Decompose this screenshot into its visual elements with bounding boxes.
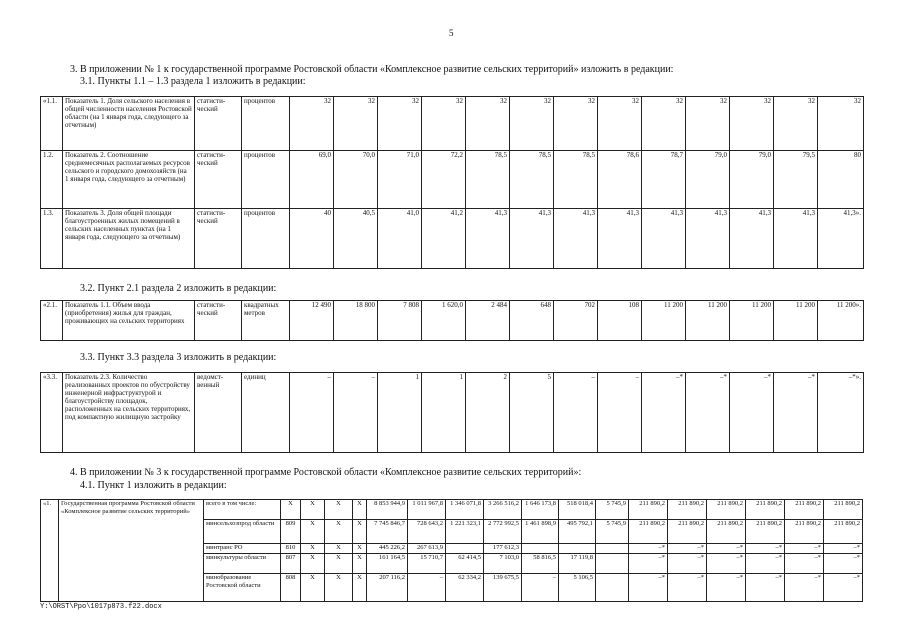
indicator-name: Показатель 2.3. Количество реализованных проектов по обустройству инженерной инфраструктурой и благоустройству площадок, расположенных на сельских территориях, под компактную жилищную застройку [63, 373, 195, 453]
funding-value-cell: 58 816,5 [522, 554, 559, 574]
row-number: «3.3. [41, 373, 63, 453]
value-cell: 1 620,0 [422, 301, 466, 341]
csr-code: X [325, 574, 353, 602]
indicator-name: Показатель 1. Доля сельского населения в общей численности населения Ростовской области (на 1 января года, следующего за отчетным) [63, 97, 195, 151]
section-3-heading: 3. В приложении № 1 к государственной программе Ростовской области «Комплексное развитие сельских территорий» изложить в редакции: [70, 64, 674, 75]
value-cell: 40 [290, 209, 334, 269]
funding-value-cell: 1 646 173,8 [522, 500, 559, 520]
indicator-name: Показатель 1.1. Объем ввода (приобретения) жилья для граждан, проживающих на сельских территориях [63, 301, 195, 341]
value-cell: 69,0 [290, 151, 334, 209]
funding-value-cell: 15 710,7 [408, 554, 446, 574]
indicator-type: статисти-ческий [195, 301, 242, 341]
value-cell: – [290, 373, 334, 453]
value-cell: 78,5 [554, 151, 598, 209]
value-cell: 11 200 [730, 301, 774, 341]
funding-value-cell: 518 018,4 [559, 500, 596, 520]
value-cell: 11 200 [774, 301, 818, 341]
funding-value-cell: –* [668, 574, 707, 602]
indicator-type: статисти-ческий [195, 151, 242, 209]
grbs-code: 810 [281, 544, 301, 554]
section-4-1-heading: 4.1. Пункт 1 изложить в редакции: [80, 480, 227, 491]
funding-value-cell: –* [824, 574, 863, 602]
value-cell: 72,2 [422, 151, 466, 209]
funding-value-cell: 17 119,8 [559, 554, 596, 574]
indicators-table-1 [40, 96, 864, 269]
funding-value-cell [559, 544, 596, 554]
value-cell: 78,7 [642, 151, 686, 209]
vr-code: X [353, 554, 367, 574]
value-cell: 32 [730, 97, 774, 151]
funding-value-cell: 211 890,2 [707, 500, 746, 520]
value-cell: 32 [598, 97, 642, 151]
value-cell: –* [642, 373, 686, 453]
rzpr-code: X [301, 520, 325, 544]
value-cell: 70,0 [334, 151, 378, 209]
executor-name: минтранс РО [204, 544, 281, 554]
funding-value-cell: 211 890,2 [707, 520, 746, 544]
value-cell: 71,0 [378, 151, 422, 209]
csr-code: X [325, 554, 353, 574]
funding-value-cell: 62 414,5 [446, 554, 484, 574]
funding-value-cell: 211 890,2 [746, 500, 785, 520]
value-cell: 32 [422, 97, 466, 151]
value-cell: 11 200». [818, 301, 864, 341]
row-number: «1.1. [41, 97, 63, 151]
page-number: 5 [449, 28, 454, 38]
indicator-unit: единиц [242, 373, 290, 453]
funding-value-cell: – [522, 574, 559, 602]
funding-value-cell: 1 461 898,9 [522, 520, 559, 544]
table-row [41, 500, 863, 520]
indicator-unit: процентов [242, 97, 290, 151]
section-3-3-heading: 3.3. Пункт 3.3 раздела 3 изложить в редакции: [80, 352, 277, 363]
value-cell: 32 [378, 97, 422, 151]
value-cell: –* [686, 373, 730, 453]
value-cell: 40,5 [334, 209, 378, 269]
value-cell: 1 [378, 373, 422, 453]
value-cell: – [598, 373, 642, 453]
funding-value-cell: –* [746, 544, 785, 554]
value-cell: 32 [818, 97, 864, 151]
grbs-code: 807 [281, 554, 301, 574]
funding-value-cell: 177 612,3 [484, 544, 522, 554]
value-cell: 1 [422, 373, 466, 453]
value-cell: 80 [818, 151, 864, 209]
rzpr-code: X [301, 544, 325, 554]
funding-value-cell: 5 106,5 [559, 574, 596, 602]
funding-value-cell: 211 890,2 [629, 520, 668, 544]
value-cell: 41,3 [686, 209, 730, 269]
row-number: 1.2. [41, 151, 63, 209]
funding-value-cell: 211 890,2 [785, 500, 824, 520]
indicator-type: статисти-ческий [195, 209, 242, 269]
value-cell: 12 490 [290, 301, 334, 341]
value-cell: 32 [466, 97, 510, 151]
funding-value-cell: 5 745,9 [596, 500, 629, 520]
program-funding-table [40, 499, 863, 602]
value-cell: 79,0 [730, 151, 774, 209]
value-cell: 41,2 [422, 209, 466, 269]
value-cell: 41,3 [598, 209, 642, 269]
value-cell: – [554, 373, 598, 453]
funding-value-cell: 5 745,9 [596, 520, 629, 544]
value-cell: 79,0 [686, 151, 730, 209]
table-row [41, 151, 864, 209]
vr-code: X [353, 574, 367, 602]
value-cell: 702 [554, 301, 598, 341]
funding-value-cell: 2 772 992,5 [484, 520, 522, 544]
vr-code: X [353, 544, 367, 554]
funding-value-cell [596, 574, 629, 602]
funding-value-cell: 211 890,2 [785, 520, 824, 544]
value-cell: 32 [686, 97, 730, 151]
funding-value-cell [596, 554, 629, 574]
funding-value-cell: 211 890,2 [746, 520, 785, 544]
table-row [41, 209, 864, 269]
funding-value-cell: 1 346 071,8 [446, 500, 484, 520]
funding-value-cell: 211 890,2 [668, 500, 707, 520]
value-cell: –* [730, 373, 774, 453]
value-cell: 41,3 [774, 209, 818, 269]
value-cell: – [334, 373, 378, 453]
table-row [41, 97, 864, 151]
value-cell: 41,3 [642, 209, 686, 269]
value-cell: 41,0 [378, 209, 422, 269]
indicator-unit: процентов [242, 151, 290, 209]
csr-code: X [325, 500, 353, 520]
funding-value-cell: 139 675,5 [484, 574, 522, 602]
funding-value-cell: –* [746, 574, 785, 602]
indicators-table-3 [40, 372, 864, 453]
value-cell: 32 [510, 97, 554, 151]
value-cell: 648 [510, 301, 554, 341]
funding-value-cell: – [408, 574, 446, 602]
funding-value-cell: –* [629, 554, 668, 574]
funding-value-cell: 211 890,2 [668, 520, 707, 544]
funding-value-cell: 1 221 323,1 [446, 520, 484, 544]
funding-value-cell: –* [629, 574, 668, 602]
funding-value-cell: –* [785, 574, 824, 602]
funding-value-cell: 161 164,5 [367, 554, 408, 574]
value-cell: 7 808 [378, 301, 422, 341]
row-number: «2.1. [41, 301, 63, 341]
funding-value-cell: –* [668, 544, 707, 554]
grbs-code: X [281, 500, 301, 520]
rzpr-code: X [301, 574, 325, 602]
value-cell: 2 [466, 373, 510, 453]
vr-code: X [353, 520, 367, 544]
executor-name: минсельхозпрод области [204, 520, 281, 544]
funding-value-cell: 211 890,2 [824, 520, 863, 544]
indicators-table-2 [40, 300, 864, 341]
funding-value-cell: 7 745 846,7 [367, 520, 408, 544]
value-cell: 41,3 [466, 209, 510, 269]
value-cell: 2 484 [466, 301, 510, 341]
indicator-name: Показатель 3. Доля общей площади благоустроенных жилых помещений в сельских населенных пунктах (на 1 января года, следующего за отчетным) [63, 209, 195, 269]
rzpr-code: X [301, 554, 325, 574]
indicator-name: Показатель 2. Соотношение среднемесячных располагаемых ресурсов сельского и городского домохозяйств (на 1 января года, следующего за отчетным) [63, 151, 195, 209]
funding-value-cell: 8 853 944,9 [367, 500, 408, 520]
funding-value-cell: 7 103,0 [484, 554, 522, 574]
csr-code: X [325, 520, 353, 544]
value-cell: 41,3 [554, 209, 598, 269]
value-cell: 78,5 [510, 151, 554, 209]
indicator-unit: квадратных метров [242, 301, 290, 341]
file-path-footer: Y:\ORST\Ppo\1017p873.f22.docx [40, 603, 162, 611]
value-cell: 32 [642, 97, 686, 151]
executor-name: минобразование Ростовской области [204, 574, 281, 602]
funding-value-cell: –* [824, 554, 863, 574]
funding-value-cell: –* [785, 554, 824, 574]
funding-value-cell: –* [668, 554, 707, 574]
value-cell: 32 [290, 97, 334, 151]
funding-value-cell: 495 792,1 [559, 520, 596, 544]
funding-value-cell: 207 116,2 [367, 574, 408, 602]
funding-value-cell: –* [707, 574, 746, 602]
value-cell: 18 800 [334, 301, 378, 341]
value-cell: –*». [818, 373, 864, 453]
indicator-type: статисти-ческий [195, 97, 242, 151]
value-cell: 78,5 [466, 151, 510, 209]
funding-value-cell: 1 011 967,8 [408, 500, 446, 520]
funding-value-cell: –* [824, 544, 863, 554]
funding-value-cell: 445 226,2 [367, 544, 408, 554]
program-name: Государственная программа Ростовской области «Комплексное развитие сельских территорий» [59, 500, 204, 602]
funding-value-cell: 3 266 516,2 [484, 500, 522, 520]
funding-value-cell: 211 890,2 [629, 500, 668, 520]
vr-code: X [353, 500, 367, 520]
rzpr-code: X [301, 500, 325, 520]
value-cell: 79,5 [774, 151, 818, 209]
value-cell: 5 [510, 373, 554, 453]
value-cell: 41,3 [730, 209, 774, 269]
funding-value-cell: –* [707, 554, 746, 574]
value-cell: 108 [598, 301, 642, 341]
value-cell: 41,3». [818, 209, 864, 269]
funding-value-cell [596, 544, 629, 554]
grbs-code: 809 [281, 520, 301, 544]
value-cell: 32 [774, 97, 818, 151]
grbs-code: 808 [281, 574, 301, 602]
value-cell: 41,3 [510, 209, 554, 269]
indicator-unit: процентов [242, 209, 290, 269]
row-number: 1.3. [41, 209, 63, 269]
section-3-1-heading: 3.1. Пункты 1.1 – 1.3 раздела 1 изложить в редакции: [80, 76, 306, 87]
value-cell: –* [774, 373, 818, 453]
value-cell: 11 200 [686, 301, 730, 341]
table-row [41, 373, 864, 453]
value-cell: 32 [334, 97, 378, 151]
funding-value-cell: 62 334,2 [446, 574, 484, 602]
value-cell: 11 200 [642, 301, 686, 341]
funding-value-cell: –* [629, 544, 668, 554]
executor-name: всего в том числе: [204, 500, 281, 520]
value-cell: 78,6 [598, 151, 642, 209]
executor-name: минкультуры области [204, 554, 281, 574]
funding-value-cell: 211 890,2 [824, 500, 863, 520]
funding-value-cell: –* [707, 544, 746, 554]
funding-value-cell: 728 643,2 [408, 520, 446, 544]
section-3-2-heading: 3.2. Пункт 2.1 раздела 2 изложить в редакции: [80, 283, 277, 294]
funding-value-cell [522, 544, 559, 554]
funding-value-cell: –* [746, 554, 785, 574]
funding-value-cell: –* [785, 544, 824, 554]
funding-value-cell [446, 544, 484, 554]
funding-value-cell: 267 613,9 [408, 544, 446, 554]
table-row [41, 301, 864, 341]
value-cell: 32 [554, 97, 598, 151]
row-number: «1. [41, 500, 59, 602]
indicator-type: ведомст-венный [195, 373, 242, 453]
section-4-heading: 4. В приложении № 3 к государственной программе Ростовской области «Комплексное развитие сельских территорий»: [70, 467, 582, 478]
csr-code: X [325, 544, 353, 554]
